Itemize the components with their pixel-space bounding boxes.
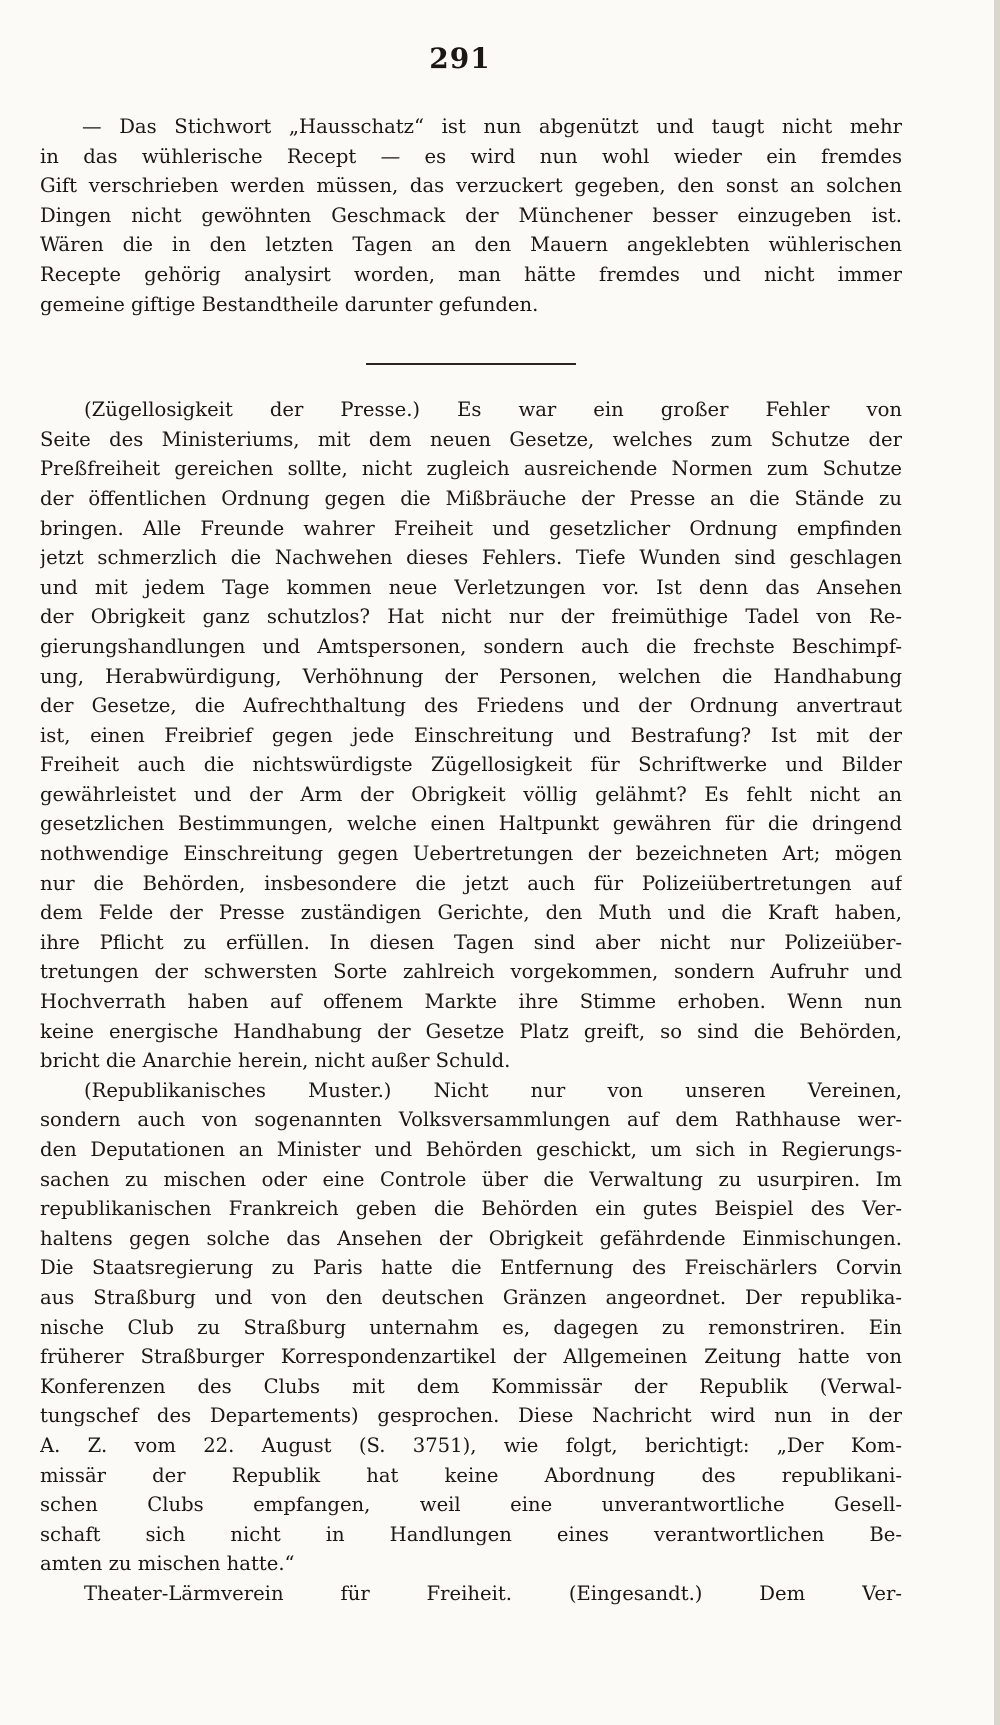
text-line: Theater-Lärmverein für Freiheit. (Eingesandt.) Dem Ver- — [84, 1581, 902, 1605]
page-content — [40, 112, 902, 1609]
text-line: der Gesetze, die Aufrechthaltung des Friedens und der Ordnung anvertraut — [40, 694, 902, 718]
text-line: bringen. Alle Freunde wahrer Freiheit und gesetzlicher Ordnung empfinden — [40, 516, 902, 540]
text-line: Freiheit auch die nichtswürdigste Zügellosigkeit für Schriftwerke und Bilder — [40, 753, 902, 777]
text-line: Dingen nicht gewöhnten Geschmack der Münchener besser einzugeben ist. — [40, 203, 902, 227]
text-line: Wären die in den letzten Tagen an den Mauern angeklebten wühlerischen — [40, 233, 902, 257]
text-line: sondern auch von sogenannten Volksversammlungen auf dem Rathhause wer- — [40, 1108, 902, 1132]
text-line: schen Clubs empfangen, weil eine unverantwortliche Gesell- — [40, 1493, 902, 1517]
text-line: A. Z. vom 22. August (S. 3751), wie folgt, berichtigt: „Der Kom- — [40, 1433, 902, 1457]
text-line: Recepte gehörig analysirt worden, man hätte fremdes und nicht immer — [40, 262, 902, 286]
text-line: der Obrigkeit ganz schutzlos? Hat nicht nur der freimüthige Tadel von Re- — [40, 605, 902, 629]
text-line: nur die Behörden, insbesondere die jetzt auch für Polizeiübertretungen auf — [40, 871, 902, 895]
text-line: jetzt schmerzlich die Nachwehen dieses Fehlers. Tiefe Wunden sind geschlagen — [40, 546, 902, 570]
text-line: gemeine giftige Bestandtheile darunter gefunden. — [40, 292, 539, 316]
text-line: der öffentlichen Ordnung gegen die Mißbräuche der Presse an die Stände zu — [40, 486, 902, 510]
text-line: den Deputationen an Minister und Behörden geschickt, um sich in Regierungs- — [40, 1138, 902, 1161]
text-line: haltens gegen solche das Ansehen der Obrigkeit gefährdende Einmischungen. — [40, 1226, 902, 1250]
text-line: Preßfreiheit gereichen sollte, nicht zugleich ausreichende Normen zum Schutze — [40, 457, 902, 481]
text-line: nothwendige Einschreitung gegen Uebertretungen der bezeichneten Art; mögen — [40, 842, 902, 866]
text-line: — Das Stichwort „Hausschatz“ ist nun abgenützt und taugt nicht mehr — [82, 115, 902, 138]
text-line: Die Staatsregierung zu Paris hatte die Entfernung des Freischärlers Corvin — [40, 1256, 902, 1280]
text-line: ung, Herabwürdigung, Verhöhnung der Personen, welchen die Handhabung — [40, 664, 902, 688]
text-line: Seite des Ministeriums, mit dem neuen Gesetze, welches zum Schutze der — [40, 427, 902, 451]
text-line: dem Felde der Presse zuständigen Gerichte, den Muth und die Kraft haben, — [40, 901, 902, 925]
text-line: tretungen der schwersten Sorte zahlreich vorgekommen, sondern Aufruhr und — [40, 960, 902, 984]
text-line: gewährleistet und der Arm der Obrigkeit völlig gelähmt? Es fehlt nicht an — [40, 782, 902, 806]
paragraph-republikanisches-muster — [40, 1076, 902, 1579]
text-line: gierungshandlungen und Amtspersonen, sondern auch die frechste Beschimpf- — [40, 634, 902, 658]
text-line: tungschef des Departements) gesprochen. Diese Nachricht wird nun in der — [40, 1404, 902, 1428]
text-line: (Zügellosigkeit der Presse.) Es war ein großer Fehler von — [84, 398, 902, 422]
text-line: keine energische Handhabung der Gesetze Platz greift, so sind die Behörden, — [40, 1019, 902, 1043]
text-line: Hochverrath haben auf offenem Markte ihre Stimme erhoben. Wenn nun — [40, 990, 902, 1014]
text-line: ihre Pflicht zu erfüllen. In diesen Tagen sind aber nicht nur Polizeiüber- — [40, 930, 902, 954]
text-line: Konferenzen des Clubs mit dem Kommissär der Republik (Verwal- — [40, 1374, 902, 1398]
text-line: früherer Straßburger Korrespondenzartikel der Allgemeinen Zeitung hatte von — [40, 1345, 902, 1369]
text-line: ist, einen Freibrief gegen jede Einschreitung und Bestrafung? Ist mit der — [40, 723, 902, 747]
text-line: bricht die Anarchie herein, nicht außer Schuld. — [40, 1049, 511, 1073]
text-line: aus Straßburg und von den deutschen Gränzen angeordnet. Der republika- — [40, 1285, 902, 1309]
page-number: 291 — [429, 42, 491, 75]
text-line: nische Club zu Straßburg unternahm es, dagegen zu remonstriren. Ein — [40, 1315, 902, 1339]
text-line: amten zu mischen hatte.“ — [40, 1552, 295, 1576]
paragraph-zuegellosigkeit — [40, 395, 902, 1076]
text-line: republikanischen Frankreich geben die Behörden ein gutes Beispiel des Ver- — [40, 1197, 902, 1221]
text-line: sachen zu mischen oder eine Controle über die Verwaltung zu usurpiren. Im — [40, 1167, 902, 1191]
text-line: in das wühlerische Recept — es wird nun wohl wieder ein fremdes — [40, 144, 902, 168]
page-edge-shadow — [994, 0, 1000, 1725]
text-line: Gift verschrieben werden müssen, das verzuckert gegeben, den sonst an solchen — [40, 174, 902, 198]
paragraph-hausschatz — [40, 112, 902, 319]
paragraph-theater-laermverein — [40, 1579, 902, 1609]
text-line: gesetzlichen Bestimmungen, welche einen Haltpunkt gewähren für die dringend — [40, 812, 902, 836]
text-line: und mit jedem Tage kommen neue Verletzungen vor. Ist denn das Ansehen — [40, 575, 902, 599]
text-line: schaft sich nicht in Handlungen eines verantwortlichen Be- — [40, 1522, 902, 1546]
text-line: (Republikanisches Muster.) Nicht nur von unseren Vereinen, — [84, 1078, 902, 1102]
text-line: missär der Republik hat keine Abordnung des republikani- — [40, 1463, 902, 1487]
